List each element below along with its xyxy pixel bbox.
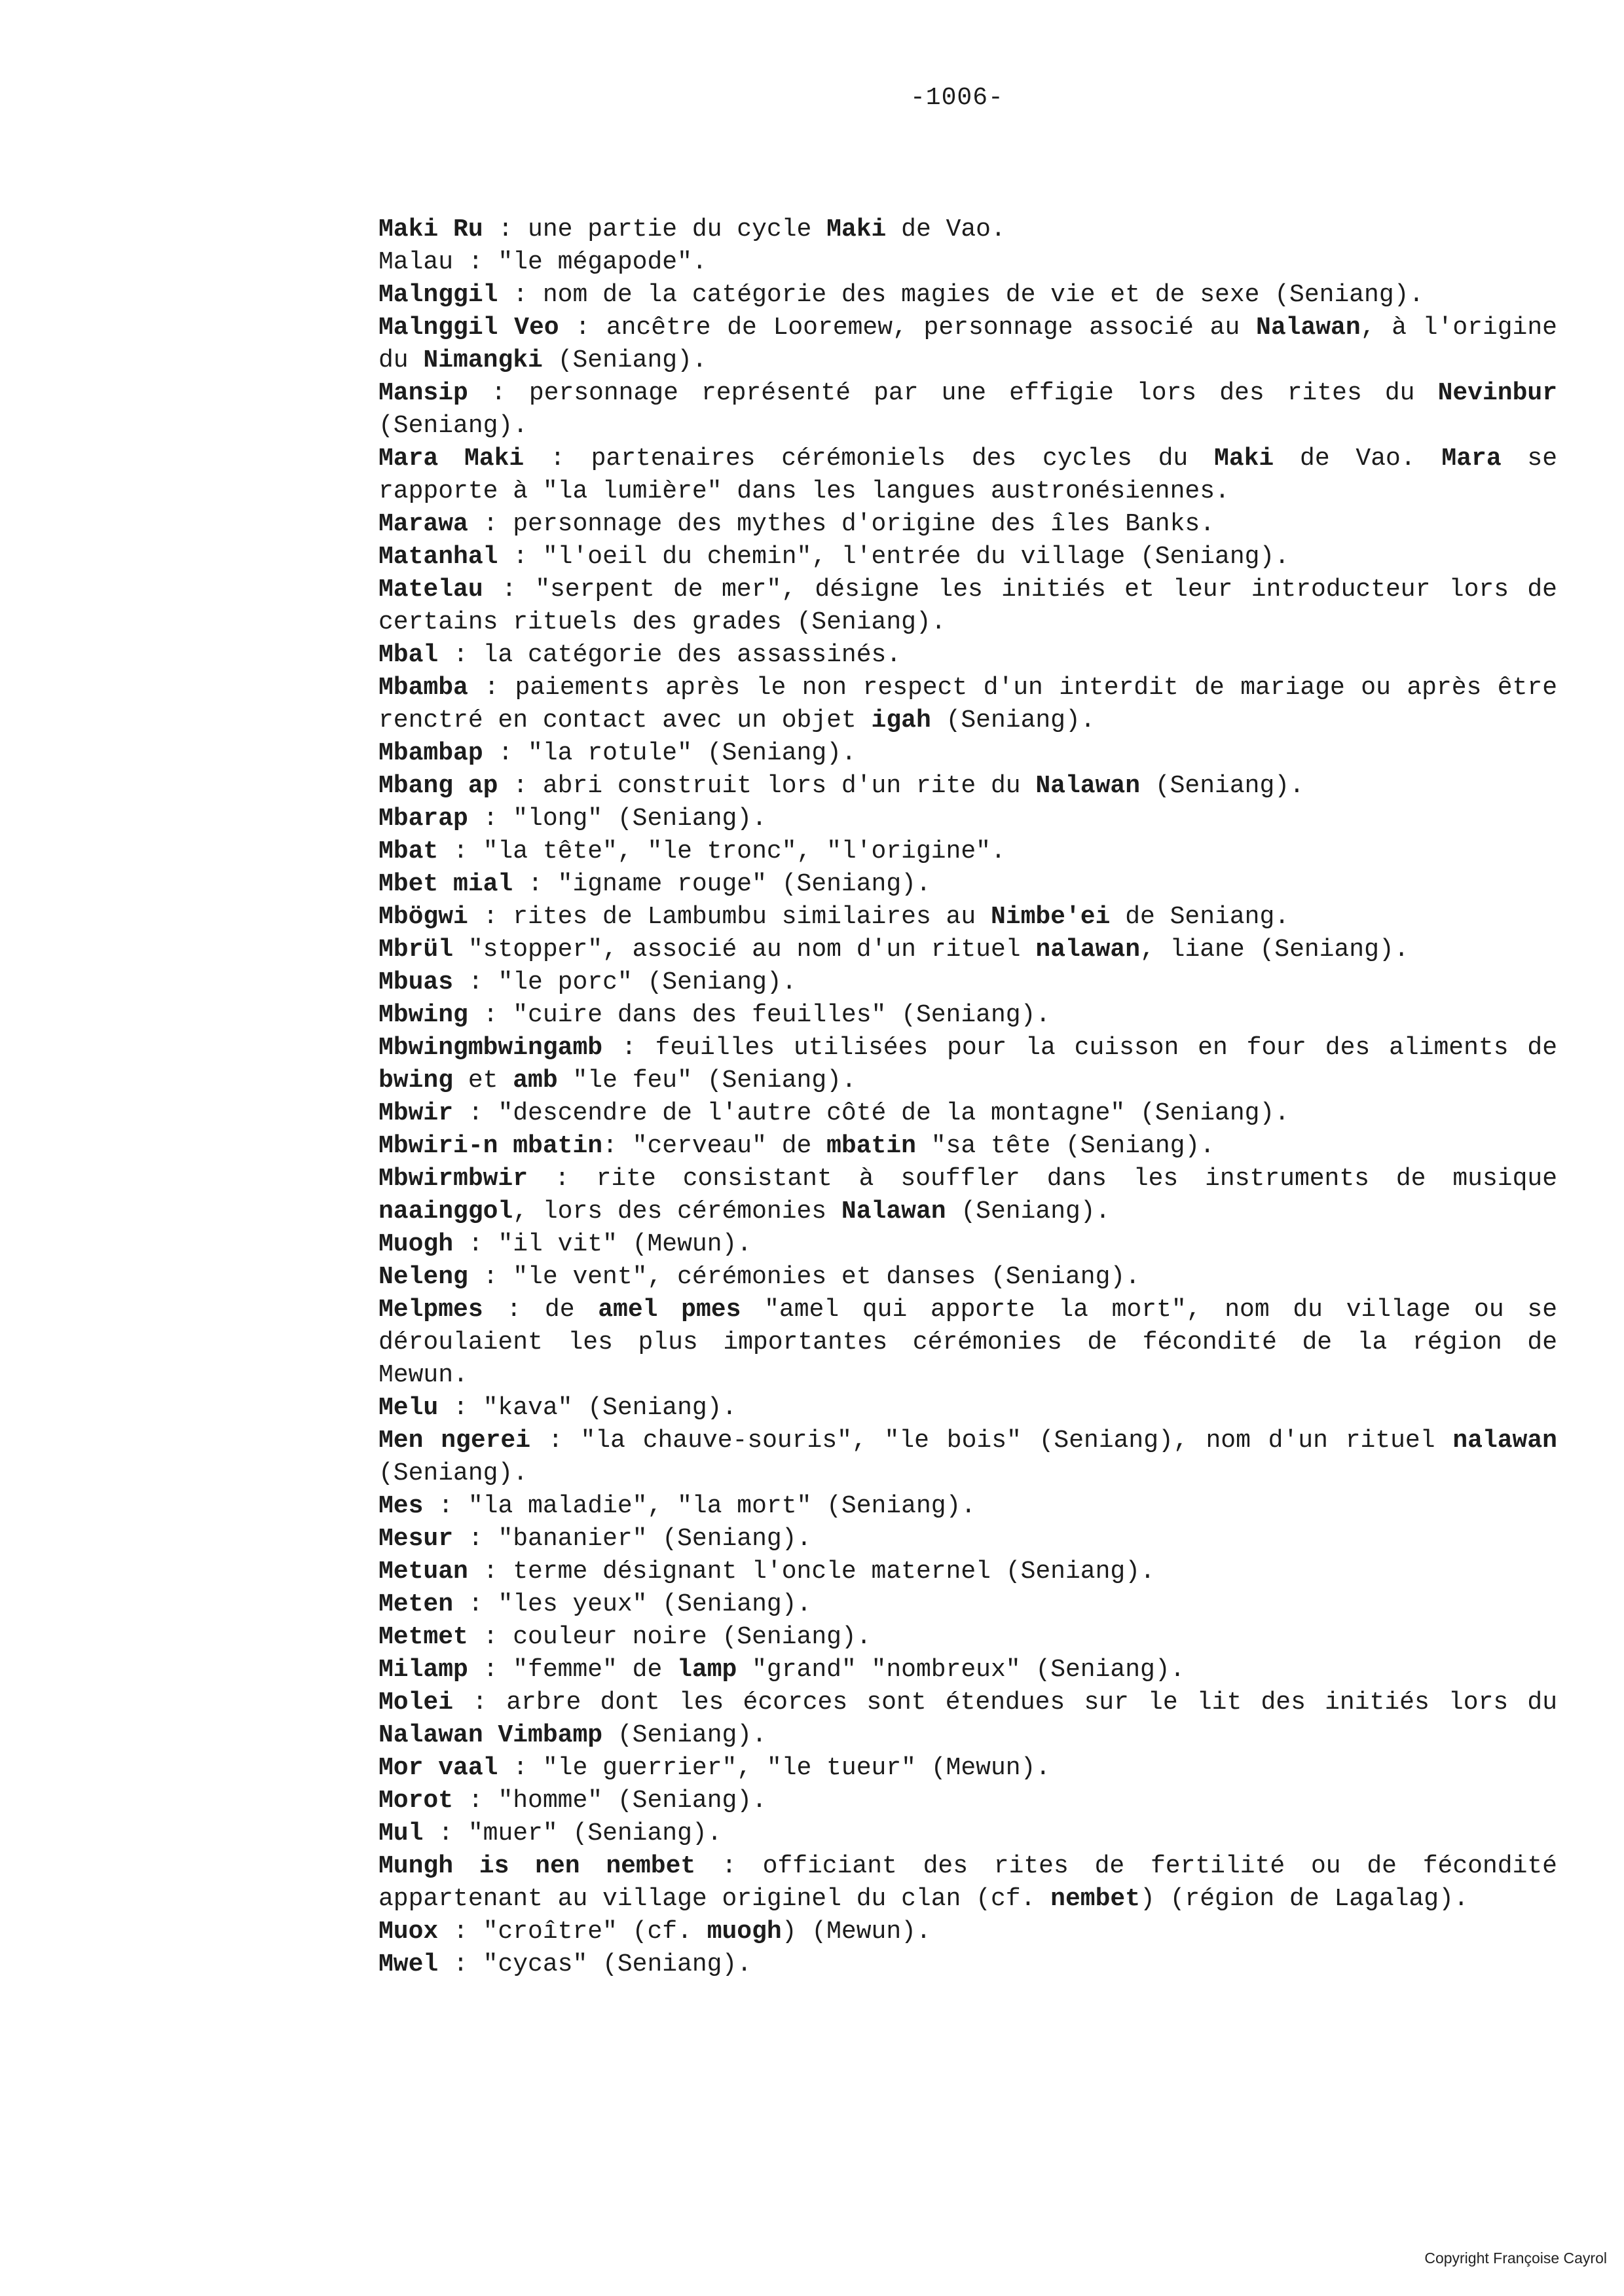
glossary-definition: (Seniang). (931, 706, 1096, 735)
glossary-entry (378, 1588, 1557, 1621)
glossary-entry (378, 1916, 1557, 1948)
glossary-term: Mbang ap (378, 772, 498, 800)
glossary-entry (378, 1556, 1557, 1588)
glossary-term: Morot (378, 1787, 454, 1815)
glossary-term: Melpmes (378, 1296, 483, 1324)
glossary-definition: : personnage représenté par une effigie lors des rites du (468, 379, 1438, 407)
glossary-term: lamp (677, 1656, 737, 1684)
glossary-definition: : personnage des mythes d'origine des îles Banks. (468, 510, 1215, 538)
glossary-term: Mbamba (378, 674, 468, 702)
glossary-term: Mbrül (378, 936, 454, 964)
copyright-notice: Copyright Françoise Cayrol (1424, 2250, 1607, 2267)
glossary-definition: : "les yeux" (Seniang). (453, 1590, 812, 1618)
glossary-definition: (Seniang). (1140, 772, 1304, 800)
glossary-term: Mbat (378, 837, 439, 866)
glossary-definition: : "igname rouge" (Seniang). (513, 870, 931, 898)
glossary-entry (378, 1392, 1557, 1425)
glossary-definition: : "femme" de (468, 1656, 678, 1684)
glossary-term: Malnggil (378, 281, 498, 309)
glossary-term: Malnggil Veo (378, 314, 559, 342)
glossary-term: Mbwingmbwingamb (378, 1034, 603, 1062)
glossary-definition: : paiements après le non respect d'un interdit de mariage ou après être renctré en contact avec un objet (378, 674, 1557, 735)
glossary-definition: Malau : "le mégapode". (378, 248, 707, 276)
glossary-entry (378, 1817, 1557, 1850)
glossary-term: amb (513, 1066, 558, 1095)
glossary-term: Maki (826, 215, 887, 244)
glossary-definition: : rites de Lambumbu similaires au (468, 903, 991, 931)
glossary-definition: : nom de la catégorie des magies de vie et de sexe (Seniang). (498, 281, 1424, 309)
glossary-list (378, 213, 1557, 1981)
glossary-term: Metuan (378, 1558, 468, 1586)
glossary-term: Metmet (378, 1623, 468, 1651)
glossary-definition: : "le porc" (Seniang). (453, 968, 797, 996)
glossary-definition: se rapporte à "la lumière" dans les langues austronésiennes. (378, 445, 1558, 505)
glossary-term: Nevinbur (1437, 379, 1557, 407)
glossary-term: Mbwirmbwir (378, 1165, 528, 1193)
glossary-entry (378, 1752, 1557, 1785)
glossary-definition: "sa tête (Seniang). (915, 1132, 1215, 1160)
glossary-term: Mbarap (378, 805, 468, 833)
glossary-term: Muogh (378, 1230, 454, 1258)
glossary-entry (378, 1163, 1557, 1228)
glossary-definition: : "croître" (cf. (438, 1918, 707, 1946)
glossary-entry (378, 1032, 1557, 1097)
glossary-definition: : "long" (Seniang). (468, 805, 767, 833)
glossary-term: bwing (378, 1066, 454, 1095)
glossary-term: Marawa (378, 510, 468, 538)
glossary-definition: , à l'origine du (378, 314, 1557, 374)
glossary-definition: : partenaires cérémoniels des cycles du (524, 445, 1215, 473)
glossary-term: Melu (378, 1394, 439, 1422)
glossary-term: Neleng (378, 1263, 468, 1291)
glossary-entry (378, 246, 1557, 279)
glossary-term: Mbambap (378, 739, 483, 767)
glossary-term: Mbwing (378, 1001, 468, 1029)
glossary-entry (378, 279, 1557, 312)
glossary-entry (378, 868, 1557, 901)
glossary-definition: : "descendre de l'autre côté de la montagne" (Seniang). (453, 1099, 1290, 1127)
glossary-term: Mbal (378, 641, 439, 669)
glossary-entry (378, 1130, 1557, 1163)
glossary-entry (378, 737, 1557, 770)
glossary-entry (378, 312, 1557, 377)
glossary-entry (378, 966, 1557, 999)
glossary-entry (378, 934, 1557, 966)
glossary-term: Meten (378, 1590, 454, 1618)
glossary-entry (378, 770, 1557, 803)
glossary-definition: : terme désignant l'oncle maternel (Seniang). (468, 1558, 1155, 1586)
glossary-definition: : abri construit lors d'un rite du (498, 772, 1036, 800)
glossary-entry (378, 803, 1557, 835)
glossary-entry (378, 1785, 1557, 1817)
glossary-definition: , liane (Seniang). (1140, 936, 1409, 964)
glossary-definition: : "muer" (Seniang). (423, 1819, 722, 1848)
glossary-entry (378, 1294, 1557, 1392)
glossary-definition: de Vao. (1274, 445, 1442, 473)
glossary-term: Mbwir (378, 1099, 454, 1127)
glossary-term: Mul (378, 1819, 424, 1848)
glossary-definition: : "l'oeil du chemin", l'entrée du village (Seniang). (498, 543, 1290, 571)
glossary-definition: ) (Mewun). (781, 1918, 931, 1946)
glossary-entry (378, 639, 1557, 672)
glossary-definition: (Seniang). (946, 1197, 1111, 1226)
glossary-term: Molei (378, 1688, 454, 1717)
glossary-term: mbatin (826, 1132, 916, 1160)
glossary-entry (378, 1425, 1557, 1490)
glossary-entry (378, 1523, 1557, 1556)
glossary-term: Nalawan (841, 1197, 946, 1226)
glossary-definition: : de (483, 1296, 599, 1324)
glossary-term: nembet (1050, 1885, 1140, 1913)
glossary-definition: : arbre dont les écorces sont étendues sur le lit des initiés lors du (453, 1688, 1557, 1717)
glossary-entry (378, 1228, 1557, 1261)
glossary-definition: : "cuire dans des feuilles" (Seniang). (468, 1001, 1051, 1029)
glossary-term: Mes (378, 1492, 424, 1520)
glossary-definition: (Seniang). (378, 1459, 528, 1487)
glossary-definition: , lors des cérémonies (513, 1197, 841, 1226)
glossary-definition: : la catégorie des assassinés. (438, 641, 902, 669)
glossary-entry (378, 999, 1557, 1032)
glossary-entry (378, 508, 1557, 541)
glossary-entry (378, 1621, 1557, 1654)
glossary-term: Milamp (378, 1656, 468, 1684)
glossary-entry (378, 1850, 1557, 1916)
glossary-term: Nimbe'ei (990, 903, 1111, 931)
glossary-entry (378, 1654, 1557, 1686)
glossary-term: Mungh is nen nembet (378, 1852, 696, 1880)
glossary-definition: et (453, 1066, 513, 1095)
glossary-term: Maki Ru (378, 215, 483, 244)
glossary-definition: : rite consistant à souffler dans les instruments de musique (528, 1165, 1557, 1193)
glossary-definition: ) (région de Lagalag). (1140, 1885, 1469, 1913)
glossary-definition: : "kava" (Seniang). (438, 1394, 737, 1422)
glossary-definition: : "cycas" (Seniang). (438, 1950, 752, 1978)
glossary-entry (378, 213, 1557, 246)
glossary-entry (378, 1261, 1557, 1294)
glossary-definition: : couleur noire (Seniang). (468, 1623, 872, 1651)
glossary-definition: : "la maladie", "la mort" (Seniang). (423, 1492, 976, 1520)
glossary-definition: (Seniang). (542, 346, 707, 374)
glossary-definition: : "bananier" (Seniang). (453, 1525, 812, 1553)
glossary-term: Nalawan (1256, 314, 1361, 342)
glossary-term: nalawan (1035, 936, 1141, 964)
glossary-term: Men ngerei (378, 1427, 531, 1455)
glossary-entry (378, 377, 1557, 443)
glossary-term: Mbuas (378, 968, 454, 996)
glossary-definition: : "il vit" (Mewun). (453, 1230, 752, 1258)
glossary-term: Mbögwi (378, 903, 468, 931)
glossary-term: Nimangki (423, 346, 543, 374)
glossary-entry (378, 901, 1557, 934)
glossary-definition: : "serpent de mer", désigne les initiés et leur introducteur lors de certains rituels des grades (Seniang). (378, 575, 1557, 636)
glossary-entry (378, 1948, 1557, 1981)
glossary-term: Mwel (378, 1950, 439, 1978)
glossary-definition: (Seniang). (602, 1721, 767, 1749)
glossary-term: Maki (1214, 445, 1274, 473)
glossary-term: nalawan (1452, 1427, 1557, 1455)
glossary-term: igah (871, 706, 931, 735)
glossary-definition: : "la tête", "le tronc", "l'origine". (438, 837, 1006, 866)
glossary-definition: "le feu" (Seniang). (557, 1066, 857, 1095)
glossary-definition: de Vao. (886, 215, 1006, 244)
glossary-entry (378, 443, 1557, 508)
glossary-definition: : feuilles utilisées pour la cuisson en four des aliments de (602, 1034, 1557, 1062)
glossary-definition: (Seniang). (378, 412, 528, 440)
glossary-term: Mara Maki (378, 445, 525, 473)
glossary-definition: : ancêtre de Looremew, personnage associé au (559, 314, 1257, 342)
glossary-term: Mbwiri-n mbatin (378, 1132, 603, 1160)
glossary-term: naainggol (378, 1197, 513, 1226)
glossary-entry (378, 541, 1557, 574)
glossary-definition: : une partie du cycle (483, 215, 827, 244)
glossary-definition: : "le guerrier", "le tueur" (Mewun). (498, 1754, 1051, 1782)
glossary-term: muogh (707, 1918, 782, 1946)
page-number: -1006- (910, 84, 1004, 112)
glossary-term: amel pmes (598, 1296, 741, 1324)
glossary-entry (378, 1097, 1557, 1130)
glossary-term: Mansip (378, 379, 468, 407)
glossary-entry (378, 672, 1557, 737)
glossary-term: Mesur (378, 1525, 454, 1553)
glossary-term: Nalawan (1035, 772, 1141, 800)
glossary-definition: de Seniang. (1110, 903, 1290, 931)
glossary-entry (378, 835, 1557, 868)
glossary-entry (378, 1490, 1557, 1523)
glossary-definition: : "la chauve-souris", "le bois" (Seniang), nom d'un rituel (530, 1427, 1453, 1455)
glossary-entry (378, 574, 1557, 639)
glossary-definition: : "le vent", cérémonies et danses (Seniang). (468, 1263, 1140, 1291)
glossary-term: Mara (1441, 445, 1502, 473)
glossary-definition: : "cerveau" de (602, 1132, 827, 1160)
glossary-term: Mor vaal (378, 1754, 498, 1782)
glossary-definition: "amel qui apporte la mort", nom du village ou se déroulaient les plus importantes cérémonies de fécondité de la région de Mewun. (378, 1296, 1557, 1389)
glossary-definition: : "la rotule" (Seniang). (483, 739, 857, 767)
glossary-term: Matanhal (378, 543, 498, 571)
glossary-term: Nalawan Vimbamp (378, 1721, 603, 1749)
glossary-term: Muox (378, 1918, 439, 1946)
glossary-definition: : "homme" (Seniang). (453, 1787, 767, 1815)
glossary-entry (378, 1686, 1557, 1752)
glossary-definition: "grand" "nombreux" (Seniang). (737, 1656, 1185, 1684)
glossary-term: Matelau (378, 575, 483, 604)
glossary-definition: "stopper", associé au nom d'un rituel (453, 936, 1036, 964)
glossary-definition: : officiant des rites de fertilité ou de fécondité appartenant au village originel du clan (cf. (378, 1852, 1557, 1913)
glossary-term: Mbet mial (378, 870, 513, 898)
